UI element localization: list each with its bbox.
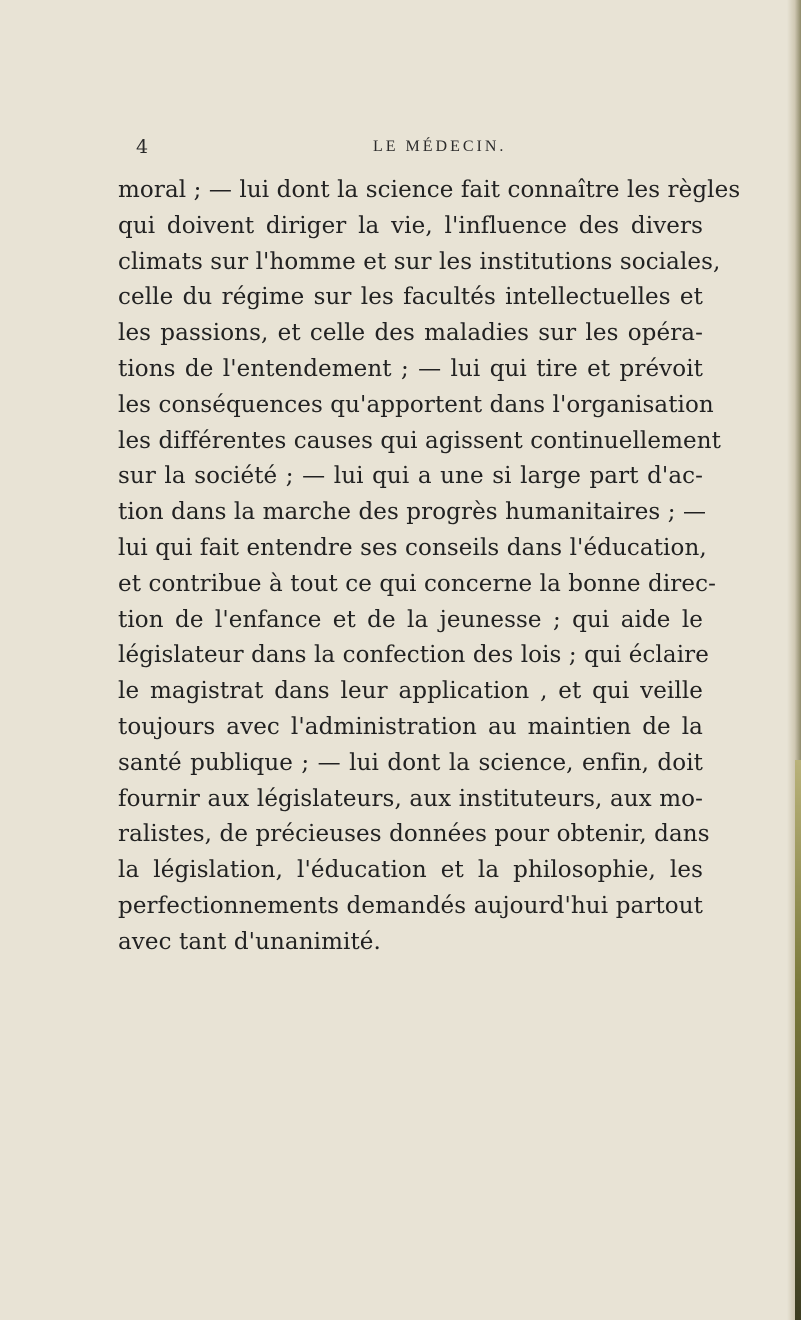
- text-line: ralistes, de précieuses données pour obtenir, dans: [118, 821, 710, 848]
- text-line: les différentes causes qui agissent continuellement: [118, 427, 721, 454]
- page-edge-binding: [795, 760, 801, 1320]
- body-text: [118, 173, 741, 961]
- running-head-title: LE MÉDECIN.: [373, 138, 507, 155]
- text-line: perfectionnements demandés aujourd'hui partout: [118, 892, 703, 919]
- text-line: la législation, l'éducation et la philosophie, les: [118, 857, 703, 884]
- text-line: tion de l'enfance et de la jeunesse ; qui aide le: [118, 606, 703, 633]
- text-line: lui qui fait entendre ses conseils dans l'éducation,: [118, 534, 707, 561]
- text-line: tions de l'entendement ; — lui qui tire et prévoit: [118, 355, 703, 382]
- text-line: législateur dans la confection des lois ; qui éclaire: [118, 642, 709, 669]
- text-line: les passions, et celle des maladies sur les opéra-: [118, 320, 703, 347]
- text-line: et contribue à tout ce qui concerne la bonne direc-: [118, 570, 716, 597]
- text-line: les conséquences qu'apportent dans l'organisation: [118, 391, 714, 418]
- text-line: fournir aux législateurs, aux instituteurs, aux mo-: [118, 785, 703, 812]
- page-number: 4: [136, 136, 150, 158]
- running-head: [0, 136, 801, 166]
- text-line: toujours avec l'administration au maintien de la: [118, 713, 703, 740]
- text-line: climats sur l'homme et sur les institutions sociales,: [118, 248, 721, 275]
- text-line: qui doivent diriger la vie, l'influence des divers: [118, 212, 703, 239]
- text-line: celle du régime sur les facultés intellectuelles et: [118, 284, 703, 311]
- text-line: tion dans la marche des progrès humanitaires ; —: [118, 499, 707, 526]
- text-line: le magistrat dans leur application , et qui veille: [118, 678, 703, 705]
- text-line: moral ; — lui dont la science fait connaître les règles: [118, 177, 741, 203]
- text-line: santé publique ; — lui dont la science, enfin, doit: [118, 749, 703, 776]
- text-line-last: avec tant d'unanimité.: [118, 928, 381, 955]
- text-line: sur la société ; — lui qui a une si large part d'ac-: [118, 463, 703, 490]
